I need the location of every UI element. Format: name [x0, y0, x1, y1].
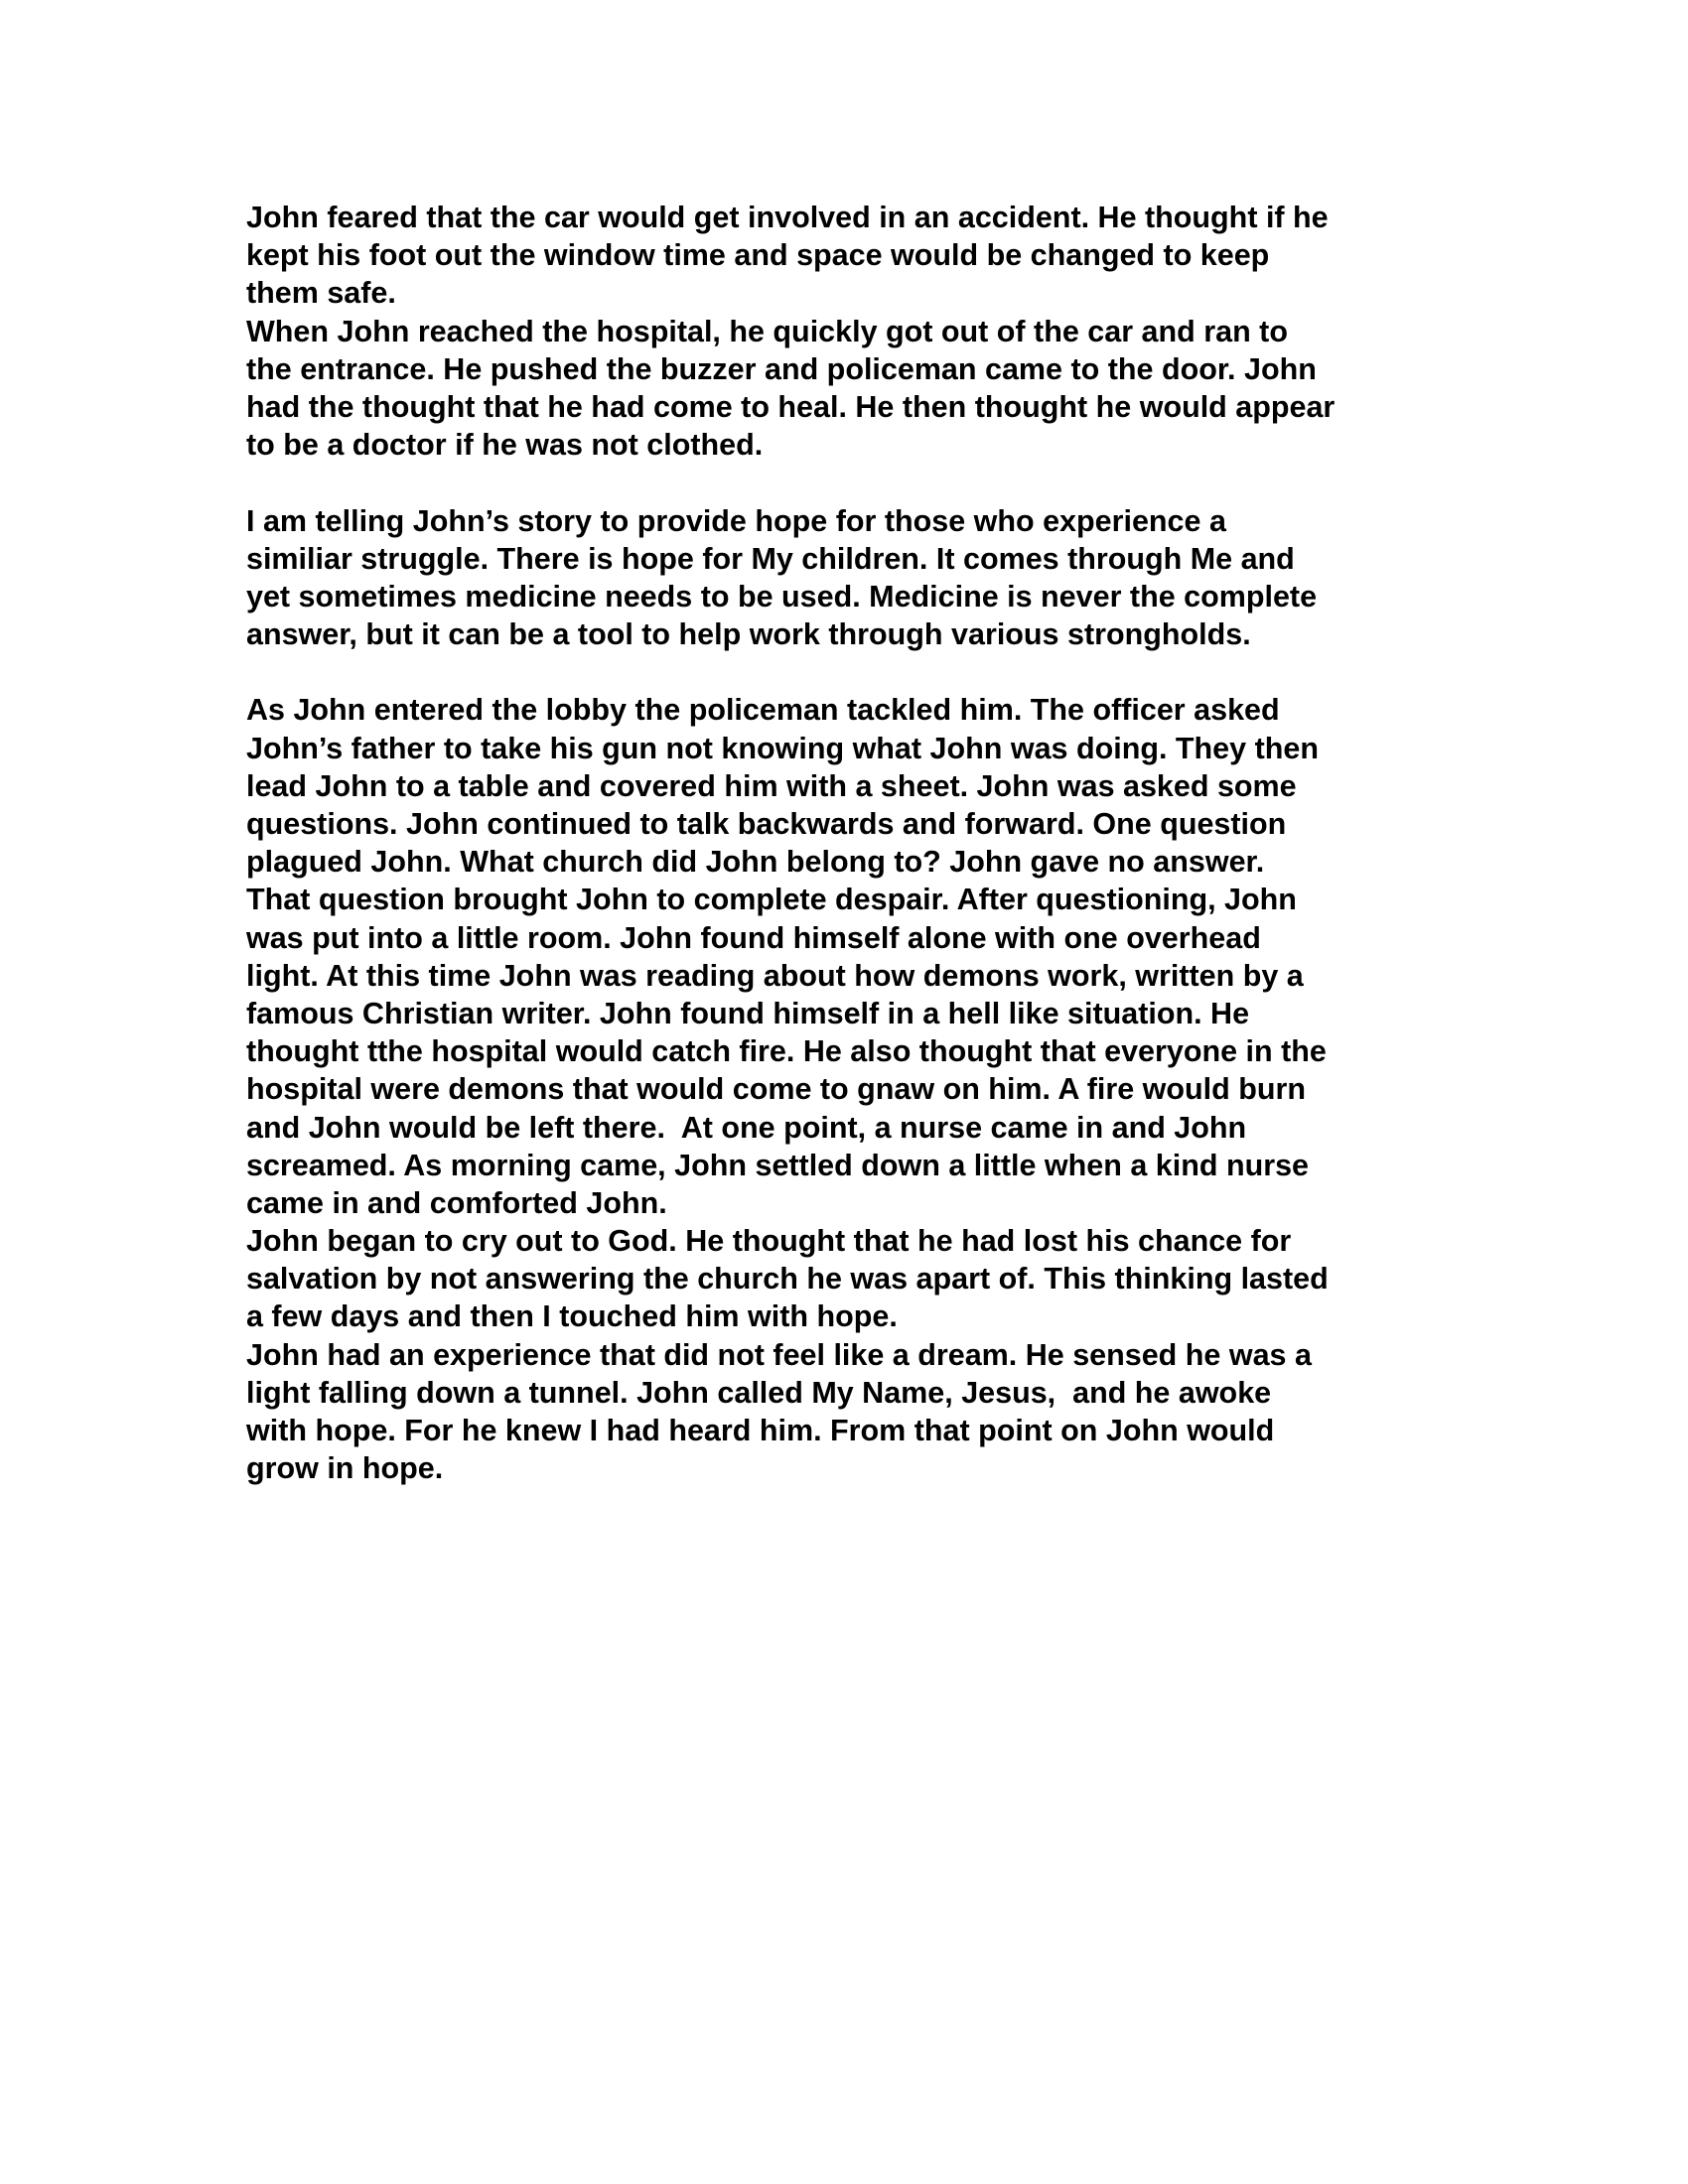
- paragraph: [246, 502, 1477, 654]
- text-line: with hope. For he knew I had heard him. From that point on John would: [246, 1414, 1275, 1447]
- paragraph-spacer: [246, 653, 1477, 691]
- text-line: had the thought that he had come to heal. He then thought he would appear: [246, 389, 1336, 424]
- paragraph: [246, 691, 1477, 1222]
- text-line: As John entered the lobby the policeman tackled him. The officer asked: [246, 693, 1280, 728]
- paragraph-spacer: [246, 464, 1477, 501]
- paragraph: [246, 1336, 1477, 1488]
- text-line: questions. John continued to talk backwards and forward. One question: [246, 807, 1287, 841]
- document-body: [246, 199, 1477, 1487]
- paragraph: [246, 313, 1477, 465]
- text-line: similiar struggle. There is hope for My children. It comes through Me and: [246, 541, 1295, 576]
- paragraph: [246, 1222, 1477, 1336]
- text-line: was put into a little room. John found himself alone with one overhead: [246, 920, 1261, 955]
- text-line: I am telling John’s story to provide hope for those who experience a: [246, 503, 1226, 538]
- text-line: salvation by not answering the church he was apart of. This thinking lasted: [246, 1262, 1329, 1297]
- text-line: That question brought John to complete despair. After questioning, John: [246, 883, 1297, 917]
- text-line: John began to cry out to God. He thought that he had lost his chance for: [246, 1224, 1292, 1259]
- text-line: screamed. As morning came, John settled down a little when a kind nurse: [246, 1148, 1310, 1182]
- text-line: came in and comforted John.: [246, 1185, 667, 1220]
- text-line: yet sometimes medicine needs to be used. Medicine is never the complete: [246, 579, 1318, 614]
- text-line: answer, but it can be a tool to help work through various strongholds.: [246, 617, 1251, 652]
- text-line: grow in hope.: [246, 1451, 444, 1486]
- text-line: a few days and then I touched him with hope.: [246, 1299, 898, 1334]
- text-line: light falling down a tunnel. John called My Name, Jesus, and he awoke: [246, 1375, 1272, 1410]
- text-line: hospital were demons that would come to gnaw on him. A fire would burn: [246, 1072, 1306, 1107]
- paragraph: [246, 199, 1477, 313]
- text-line: kept his foot out the window time and space would be changed to keep: [246, 238, 1270, 273]
- text-line: the entrance. He pushed the buzzer and policeman came to the door. John: [246, 351, 1317, 386]
- text-line: John feared that the car would get involved in an accident. He thought if he: [246, 201, 1329, 234]
- text-line: lead John to a table and covered him with a sheet. John was asked some: [246, 768, 1297, 803]
- text-line: famous Christian writer. John found himself in a hell like situation. He: [246, 996, 1250, 1030]
- text-line: plagued John. What church did John belong to? John gave no answer.: [246, 845, 1265, 880]
- text-line: John had an experience that did not feel like a dream. He sensed he was a: [246, 1337, 1312, 1372]
- text-line: thought tthe hospital would catch fire. He also thought that everyone in the: [246, 1034, 1327, 1069]
- text-line: to be a doctor if he was not clothed.: [246, 428, 764, 463]
- text-line: them safe.: [246, 276, 396, 311]
- text-line: light. At this time John was reading about how demons work, written by a: [246, 958, 1304, 993]
- text-line: and John would be left there. At one point, a nurse came in and John: [246, 1110, 1247, 1145]
- text-line: John’s father to take his gun not knowing what John was doing. They then: [246, 731, 1319, 765]
- text-line: When John reached the hospital, he quickly got out of the car and ran to: [246, 314, 1288, 348]
